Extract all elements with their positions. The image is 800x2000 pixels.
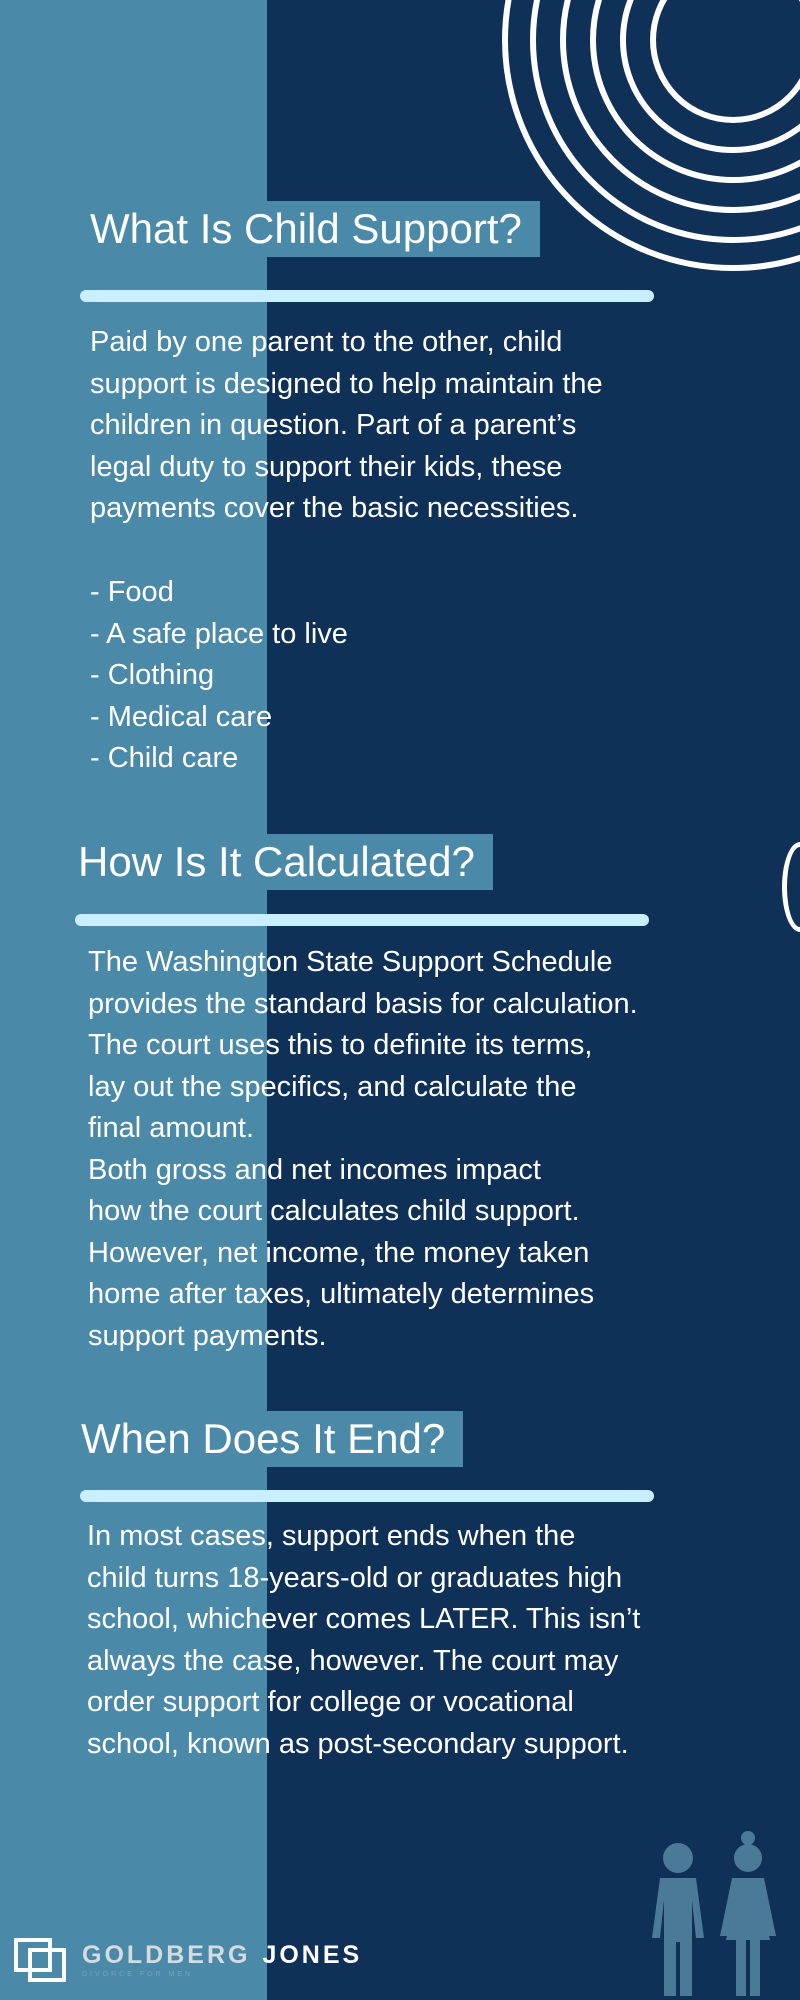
list-item: - Medical care <box>90 697 348 739</box>
list-item: - A safe place to live <box>90 614 348 656</box>
goldberg-jones-logo-icon <box>14 1938 66 1982</box>
section-divider <box>80 1490 654 1502</box>
section-body-when-does-it-end: In most cases, support ends when the child turns 18-years-old or graduates high school, whichever comes LATER. This isn’t always the case, however. The court may order support for college or vocational school, known as post-secondary support. <box>87 1520 641 1760</box>
section-divider <box>75 914 649 926</box>
brand-name-first: GOLDBERG <box>82 1941 251 1969</box>
brand-tagline: DIVORCE FOR MEN <box>82 1971 194 1978</box>
children-silhouette-icon <box>640 1830 790 2000</box>
section-heading-when-does-it-end: When Does It End? <box>67 1411 463 1467</box>
section-heading-what-is-child-support: What Is Child Support? <box>76 201 540 257</box>
list-item: - Child care <box>90 738 348 780</box>
section-body-what-is-child-support: Paid by one parent to the other, child support is designed to help maintain the children in question. Part of a parent’s legal duty to support their kids, these payments cover the basic necessities. <box>90 326 603 524</box>
goldberg-jones-logo <box>14 1938 362 1982</box>
necessities-list <box>90 572 348 780</box>
section-body-how-is-it-calculated: The Washington State Support Schedule provides the standard basis for calculation. The court uses this to definite its terms, lay out the specifics, and calculate the final amount. Both gross and net incomes impact how the court calculates child support. However, net income, the money taken home after taxes, ultimately determines support payments. <box>88 946 638 1352</box>
list-item: - Clothing <box>90 655 348 697</box>
section-divider <box>80 290 654 302</box>
section-heading-how-is-it-calculated: How Is It Calculated? <box>64 834 493 890</box>
list-item: - Food <box>90 572 348 614</box>
brand-name-second: JONES <box>262 1941 363 1969</box>
